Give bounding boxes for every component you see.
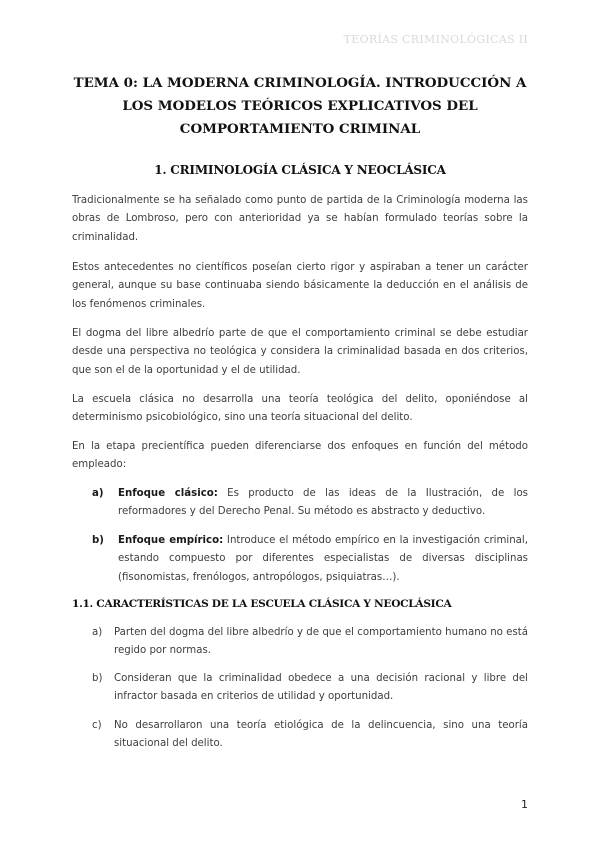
paragraph: En la etapa precientífica pueden diferenciarse dos enfoques en función del método empleado: (72, 441, 528, 471)
list-marker: b) (92, 673, 103, 684)
list-item (92, 717, 528, 754)
document-title: TEMA 0: LA MODERNA CRIMINOLOGÍA. INTRODUCCIÓN A LOS MODELOS TEÓRICOS EXPLICATIVOS DEL COMPORTAMIENTO CRIMINAL (73, 75, 527, 137)
subsection-heading: 1.1. CARACTERÍSTICAS DE LA ESCUELA CLÁSICA Y NEOCLÁSICA (72, 598, 452, 610)
list-item-term: Enfoque clásico: (118, 488, 218, 499)
list-item (92, 670, 528, 707)
list-item-body (118, 485, 528, 522)
list-item (92, 532, 528, 587)
paragraph: El dogma del libre albedrío parte de que el comportamiento criminal se debe estudiar desde una perspectiva no teológica y considera la criminalidad basada en dos criterios, que son el de la oportunidad y el de utilidad. (72, 328, 528, 376)
list-item-body (118, 532, 528, 587)
list-marker: c) (92, 720, 102, 731)
list-marker: b) (92, 535, 104, 546)
list-item-term: Enfoque empírico: (118, 535, 224, 546)
paragraph: Estos antecedentes no científicos poseían cierto rigor y aspiraban a tener un carácter general, aunque su base continuaba siendo básicamente la deducción en el análisis de los fenómenos criminales. (72, 262, 528, 310)
paragraph: La escuela clásica no desarrolla una teoría teológica del delito, oponiéndose al determinismo psicobiológico, sino una teoría situacional del delito. (72, 394, 528, 424)
list-marker: a) (92, 488, 104, 499)
list-marker: a) (92, 627, 103, 638)
list-item (92, 624, 528, 661)
list-item (92, 485, 528, 522)
page-number: 1 (521, 798, 528, 811)
section-heading: 1. CRIMINOLOGÍA CLÁSICA Y NEOCLÁSICA (154, 163, 446, 177)
list-item-text: Parten del dogma del libre albedrío y de que el comportamiento humano no está regido por normas. (114, 627, 528, 657)
list-item-text: Consideran que la criminalidad obedece a una decisión racional y libre del infractor basada en criterios de utilidad y oportunidad. (114, 673, 528, 703)
list-item-text: No desarrollaron una teoría etiológica de la delincuencia, sino una teoría situacional del delito. (114, 720, 528, 750)
paragraph: Tradicionalmente se ha señalado como punto de partida de la Criminología moderna las obras de Lombroso, pero con anterioridad ya se habían formulado teorías sobre la criminalidad. (72, 195, 528, 243)
list-item-text: Es producto de las ideas de la Ilustración, de los reformadores y del Derecho Penal. Su método es abstracto y deductivo. (118, 488, 528, 518)
running-header: TEORÍAS CRIMINOLÓGICAS II (343, 33, 528, 46)
list-item-text: Introduce el método empírico en la investigación criminal, estando compuesto por diferentes especialistas de diversas disciplinas (fisonomistas, frenólogos, antropólogos, psiquiatras…). (118, 535, 528, 583)
